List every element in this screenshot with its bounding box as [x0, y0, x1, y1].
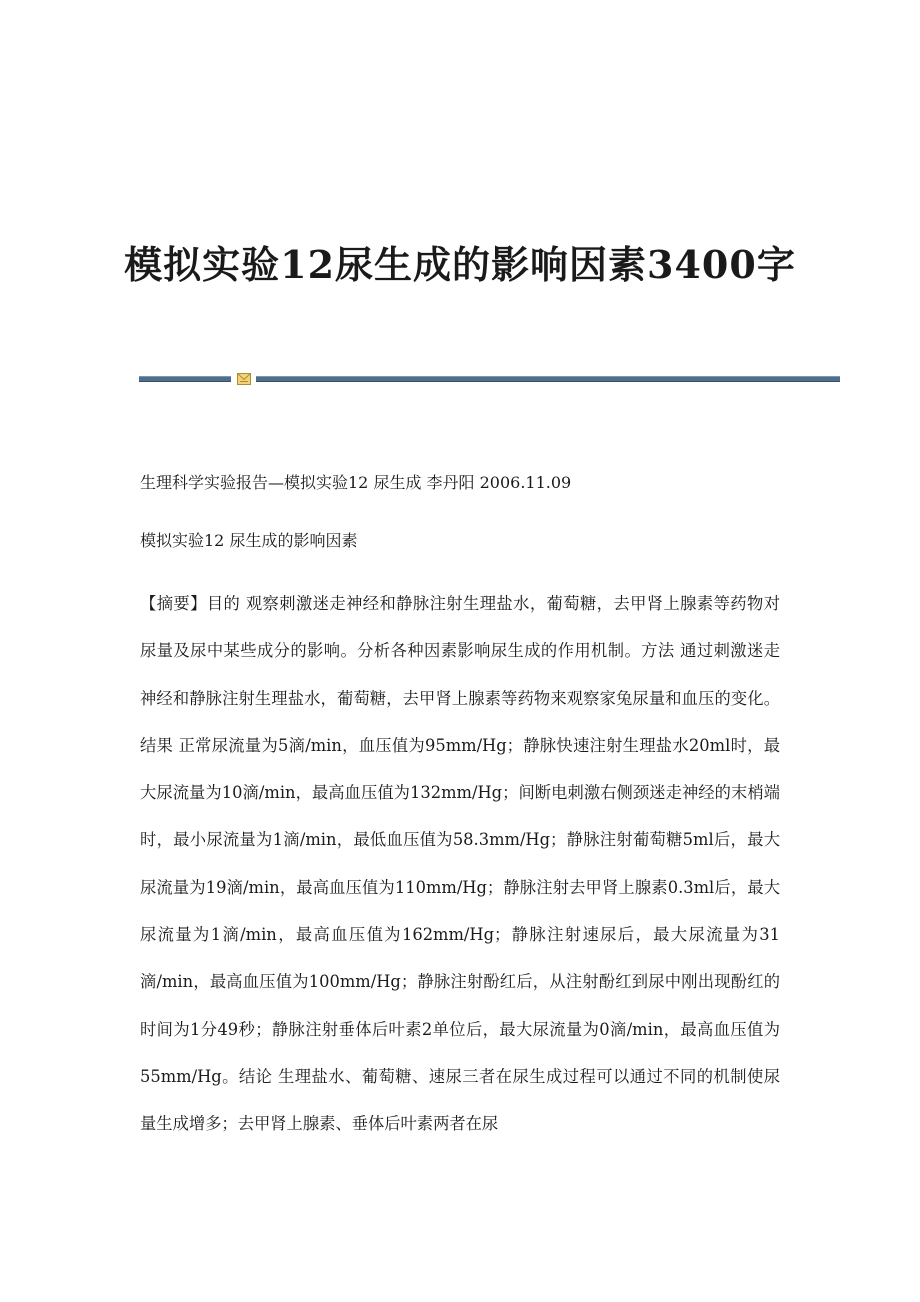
- title-divider: [139, 373, 840, 385]
- document-title: 模拟实验12尿生成的影响因素3400字: [124, 242, 796, 288]
- divider-bar-right: [256, 376, 840, 382]
- report-meta-line: 生理科学实验报告—模拟实验12 尿生成 李丹阳 2006.11.09: [140, 473, 572, 492]
- abstract-paragraph: 【摘要】目的 观察刺激迷走神经和静脉注射生理盐水，葡萄糖，去甲肾上腺素等药物对尿量及尿中某些成分的影响。分析各种因素影响尿生成的作用机制。方法 通过刺激迷走神经和静脉注射生理盐水，葡萄糖，去甲肾上腺素等药物来观察家兔尿量和血压的变化。结果 正常尿流量为5滴/min，血压值为95mm/Hg；静脉快速注射生理盐水20ml时，最大尿流量为10滴/min，最高血压值为132mm/Hg；间断电刺激右侧颈迷走神经的末梢端时，最小尿流量为1滴/min，最低血压值为58.3mm/Hg；静脉注射葡萄糖5ml后，最大尿流量为19滴/min，最高血压值为110mm/Hg；静脉注射去甲肾上腺素0.3ml后，最大尿流量为1滴/min，最高血压值为162mm/Hg；静脉注射速尿后，最大尿流量为31滴/min，最高血压值为100mm/Hg；静脉注射酚红后，从注射酚红到尿中刚出现酚红的时间为1分49秒；静脉注射垂体后叶素2单位后，最大尿流量为0滴/min，最高血压值为55mm/Hg。结论 生理盐水、葡萄糖、速尿三者在尿生成过程可以通过不同的机制使尿量生成增多；去甲肾上腺素、垂体后叶素两者在尿: [140, 594, 780, 1134]
- envelope-icon: [237, 373, 251, 385]
- divider-bar-left: [139, 376, 231, 382]
- document-body: [140, 468, 780, 1148]
- report-subtitle: 模拟实验12 尿生成的影响因素: [140, 531, 358, 550]
